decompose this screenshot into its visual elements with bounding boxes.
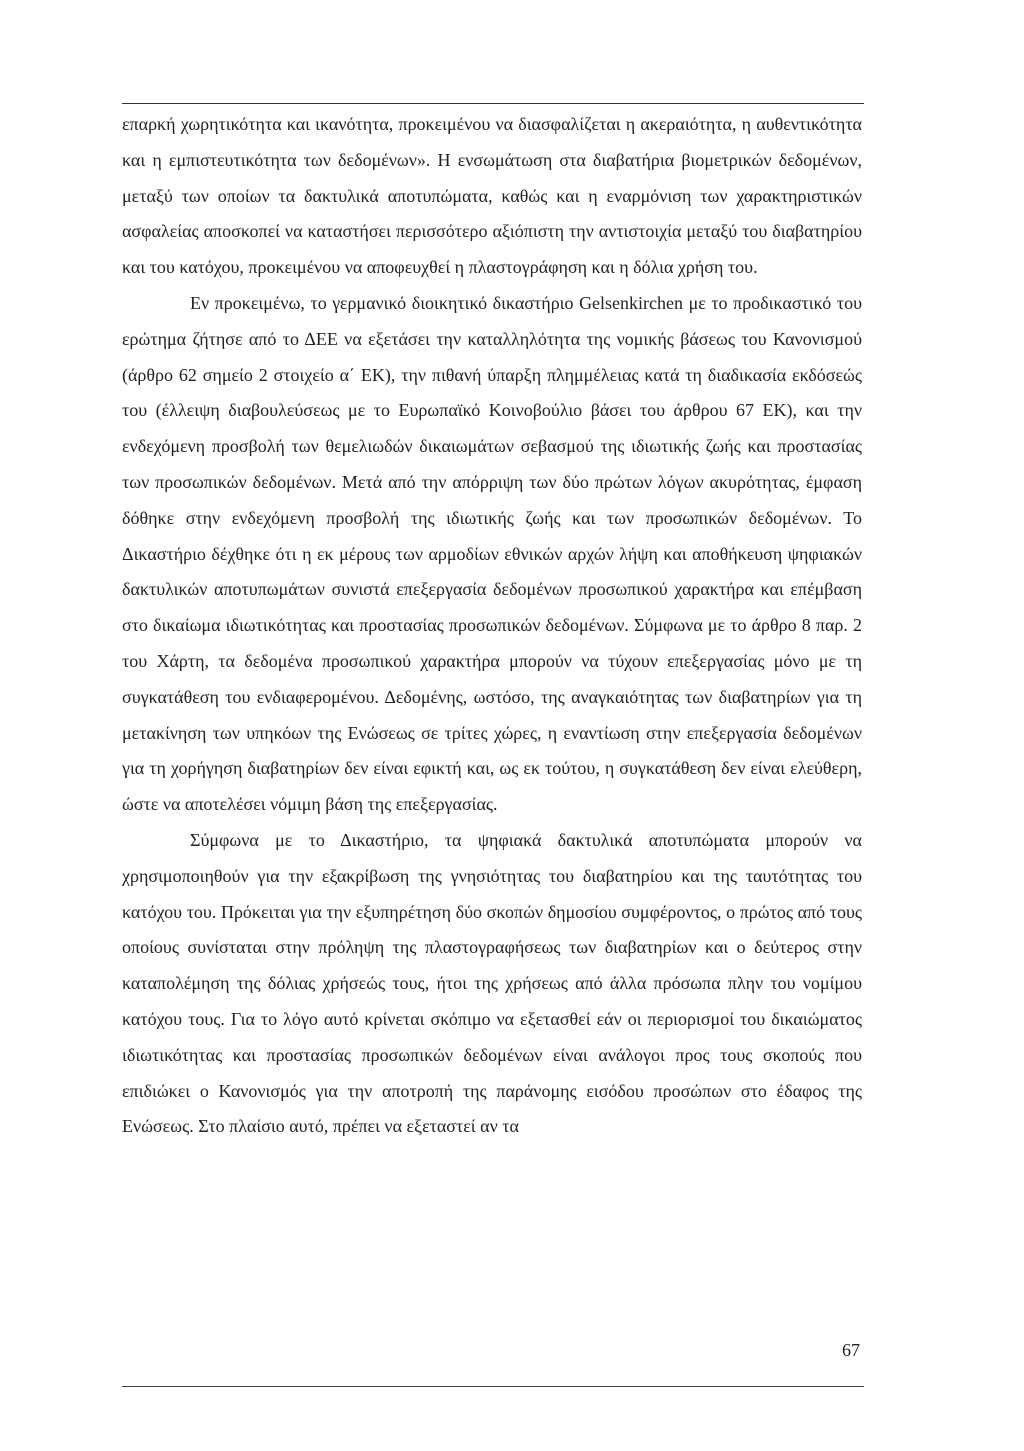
paragraph-2: Εν προκειμένω, το γερμανικό διοικητικό δικαστήριο Gelsenkirchen με το προδικαστικό του ερώτημα ζήτησε από το ΔΕΕ να εξετάσει την καταλληλότητα της νομικής βάσεως του Κανονισμού (άρθρο 62 σημείο 2 στοιχείο α΄ ΕΚ), την πιθανή ύπαρξη πλημμέλειας κατά τη διαδικασία εκδόσεώς του (έλλειψη διαβουλεύσεως με το Ευρωπαϊκό Κοινοβούλιο βάσει του άρθρου 67 ΕΚ), και την ενδεχόμενη προσβολή των θεμελιωδών δικαιωμάτων σεβασμού της ιδιωτικής ζωής και προστασίας των προσωπικών δεδομένων. Μετά από την απόρριψη των δύο πρώτων λόγων ακυρότητας, έμφαση δόθηκε στην ενδεχόμενη προσβολή της ιδιωτικής ζωής και των προσωπικών δεδομένων. Το Δικαστήριο δέχθηκε ότι η εκ μέρους των αρμοδίων εθνικών αρχών λήψη και αποθήκευση ψηφιακών δακτυλικών αποτυπωμάτων συνιστά επεξεργασία δεδομένων προσωπικού χαρακτήρα και επέμβαση στο δικαίωμα ιδιωτικότητας και προστασίας προσωπικών δεδομένων. Σύμφωνα με το άρθρο 8 παρ. 2 του Χάρτη, τα δεδομένα προσωπικού χαρακτήρα μπορούν να τύχουν επεξεργασίας μόνο με τη συγκατάθεση του ενδιαφερομένου. Δεδομένης, ωστόσο, της αναγκαιότητας των διαβατηρίων για τη μετακίνηση των υπηκόων της Ενώσεως σε τρίτες χώρες, η εναντίωση στην επεξεργασία δεδομένων για τη χορήγηση διαβατηρίων δεν είναι εφικτή και, ως εκ τούτου, η συγκατάθεση δεν είναι ελεύθερη, ώστε να αποτελέσει νόμιμη βάση της επεξεργασίας. bbox=[122, 292, 862, 815]
paragraph-3: Σύμφωνα με το Δικαστήριο, τα ψηφιακά δακτυλικά αποτυπώματα μπορούν να χρησιμοποιηθούν για την εξακρίβωση της γνησιότητας του διαβατηρίου και της ταυτότητας του κατόχου του. Πρόκειται για την εξυπηρέτηση δύο σκοπών δημοσίου συμφέροντος, ο πρώτος από τους οποίους συνίσταται στην πρόληψη της πλαστογραφήσεως των διαβατηρίων και ο δεύτερος στην καταπολέμηση της δόλιας χρήσεώς τους, ήτοι της χρήσεως από άλλα πρόσωπα πλην του νομίμου κατόχου τους. Για το λόγο αυτό κρίνεται σκόπιμο να εξετασθεί εάν οι περιορισμοί του δικαιώματος ιδιωτικότητας και προστασίας προσωπικών δεδομένων είναι ανάλογοι προς τους σκοπούς που επιδιώκει ο Κανονισμός για την αποτροπή της παράνομης εισόδου προσώπων στο έδαφος της Ενώσεως. Στο πλαίσιο αυτό, πρέπει να εξεταστεί αν τα bbox=[122, 829, 862, 1137]
top-rule bbox=[122, 103, 864, 104]
body-text bbox=[122, 107, 862, 1145]
paragraph-1: επαρκή χωρητικότητα και ικανότητα, προκειμένου να διασφαλίζεται η ακεραιότητα, η αυθεντικότητα και η εμπιστευτικότητα των δεδομένων». Η ενσωμάτωση στα διαβατήρια βιομετρικών δεδομένων, μεταξύ των οποίων τα δακτυλικά αποτυπώματα, καθώς και η εναρμόνιση των χαρακτηριστικών ασφαλείας αποσκοπεί να καταστήσει περισσότερο αξιόπιστη την αντιστοιχία μεταξύ του διαβατηρίου και του κατόχου, προκειμένου να αποφευχθεί η πλαστογράφηση και η δόλια χρήση του. bbox=[122, 114, 862, 278]
page-number: 67 bbox=[842, 1340, 860, 1360]
bottom-rule bbox=[122, 1386, 864, 1387]
